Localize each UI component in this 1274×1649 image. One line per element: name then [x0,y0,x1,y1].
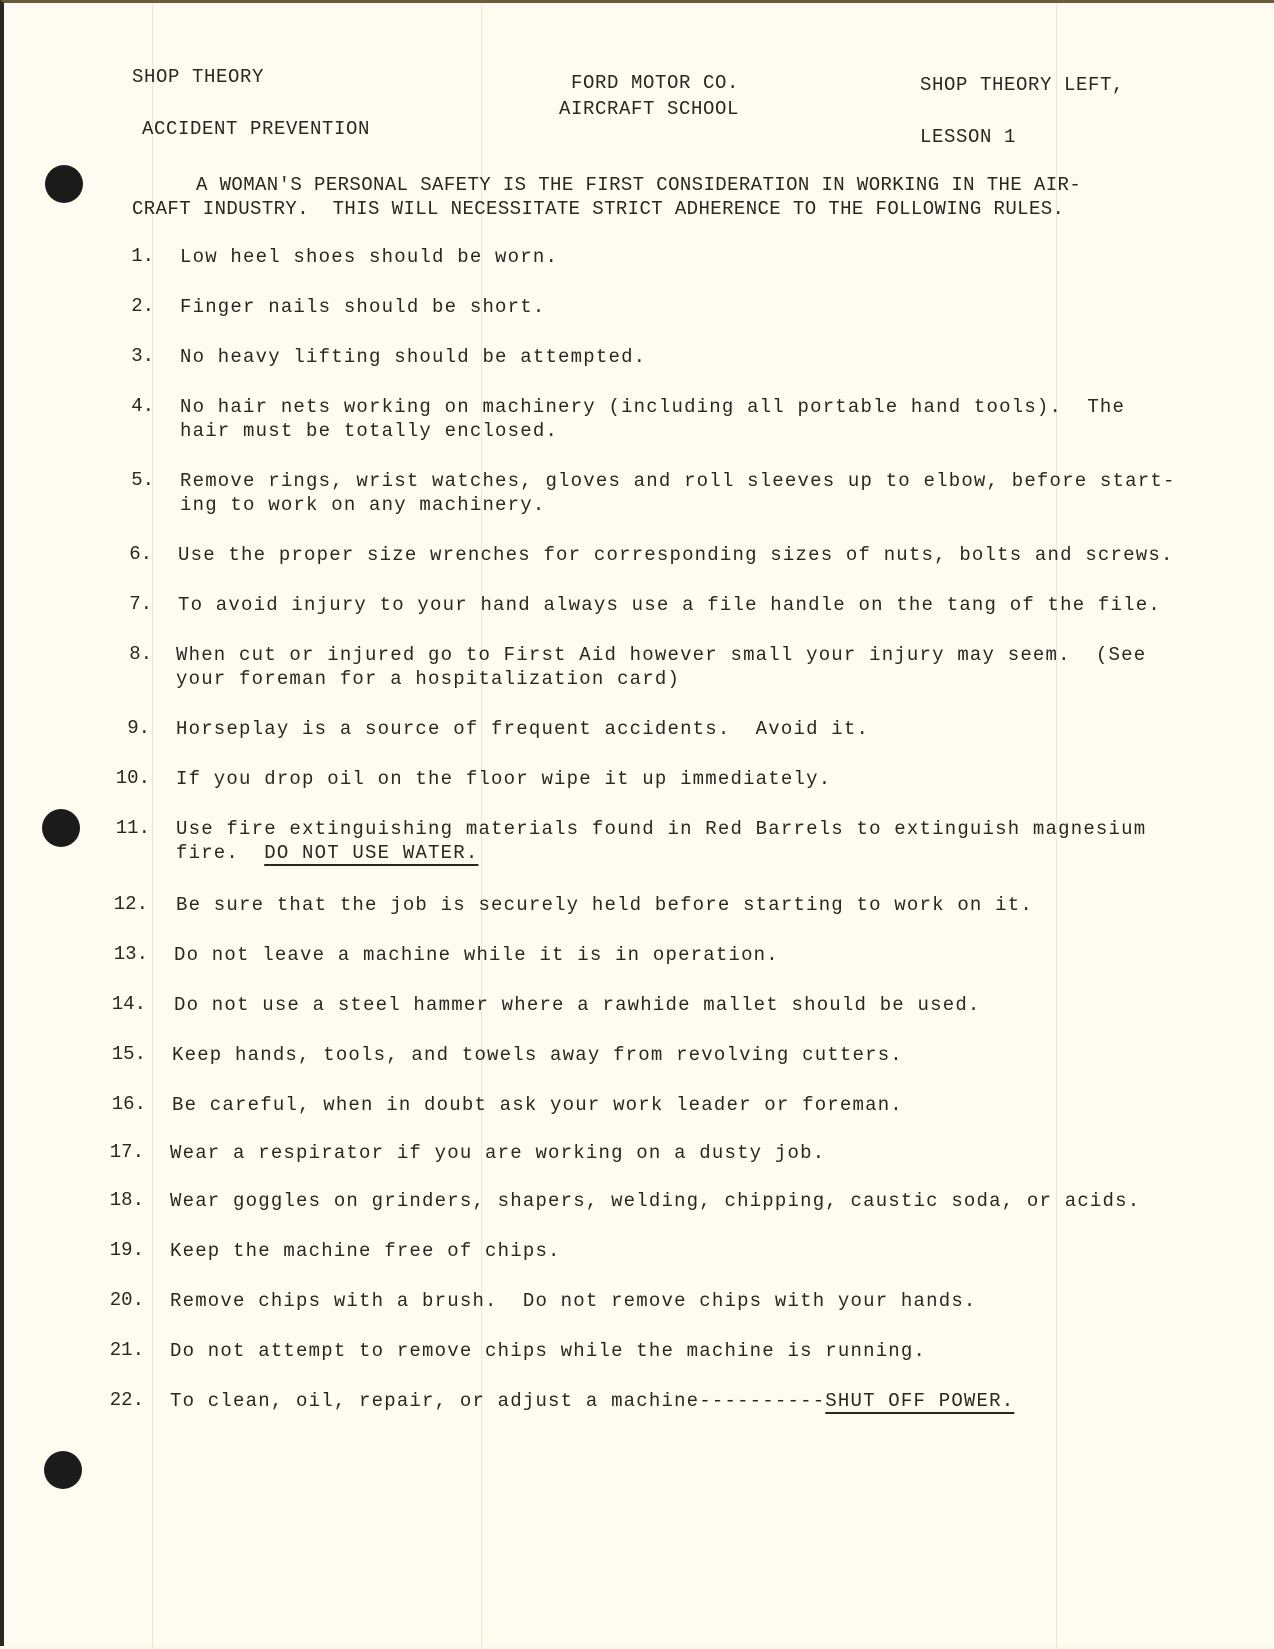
rule-text: Keep the machine free of chips. [170,1240,561,1262]
rule-number: 20. [109,1289,144,1311]
rule-number: 7. [129,593,152,615]
intro-line-2: CRAFT INDUSTRY. THIS WILL NECESSITATE STRICT ADHERENCE TO THE FOLLOWING RULES. [132,198,1065,220]
rule-text: hair must be totally enclosed. [180,420,559,442]
rule-text-with-emphasis [170,1390,1014,1412]
rule-text: Low heel shoes should be worn. [180,246,559,268]
rule-number: 4. [131,395,154,417]
rule-text: To avoid injury to your hand always use a file handle on the tang of the file. [178,594,1161,616]
rule-number: 1. [131,245,154,267]
rule-number: 13. [113,943,148,965]
rule-text: Do not leave a machine while it is in operation. [174,944,779,966]
rule-number: 5. [131,469,154,491]
warning-emphasis: SHUT OFF POWER. [825,1390,1015,1412]
header-lesson: LESSON 1 [920,126,1017,148]
rule-text: Horseplay is a source of frequent accidents. Avoid it. [176,718,870,740]
rule-text: Be sure that the job is securely held before starting to work on it. [176,894,1033,916]
rule-number: 19. [109,1239,144,1261]
rule-number: 11. [115,817,150,839]
rule-text: Keep hands, tools, and towels away from revolving cutters. [172,1044,903,1066]
rule-text: No hair nets working on machinery (including all portable hand tools). The [180,396,1126,418]
rule-text: When cut or injured go to First Aid however small your injury may seem. (See [176,644,1147,666]
rule-text: Remove chips with a brush. Do not remove chips with your hands. [170,1290,977,1312]
rule-number: 14. [111,993,146,1015]
rule-text: To clean, oil, repair, or adjust a machine---------- [170,1390,826,1412]
rule-number: 18. [109,1189,144,1211]
rule-number: 21. [109,1339,144,1361]
rule-text: ing to work on any machinery. [180,494,546,516]
rule-number: 8. [129,643,152,665]
rule-text: Finger nails should be short. [180,296,546,318]
rule-text: If you drop oil on the floor wipe it up immediately. [176,768,832,790]
rule-text: Use the proper size wrenches for corresponding sizes of nuts, bolts and screws. [178,544,1174,566]
rule-text: Do not use a steel hammer where a rawhide mallet should be used. [174,994,981,1016]
rule-number: 16. [111,1093,146,1115]
header-school: AIRCRAFT SCHOOL [559,98,740,120]
rule-number: 17. [109,1141,144,1163]
rule-number: 12. [113,893,148,915]
rule-text: Be careful, when in doubt ask your work leader or foreman. [172,1094,903,1116]
intro-line-1: A WOMAN'S PERSONAL SAFETY IS THE FIRST CONSIDERATION IN WORKING IN THE AIR- [196,174,1082,196]
rule-number: 2. [131,295,154,317]
punch-hole [45,165,83,203]
rule-number: 22. [109,1389,144,1411]
punch-hole [44,1451,82,1489]
rule-number: 15. [111,1043,146,1065]
rule-number: 9. [127,717,150,739]
rule-text: fire. [176,842,265,864]
rule-text-with-emphasis [176,842,478,864]
rule-text: Use fire extinguishing materials found in Red Barrels to extinguish magnesium [176,818,1147,840]
rule-text: Do not attempt to remove chips while the machine is running. [170,1340,927,1362]
header-course: SHOP THEORY [132,66,265,88]
rule-number: 10. [115,767,150,789]
header-course-code: SHOP THEORY LEFT, [920,74,1125,96]
punch-hole [42,809,80,847]
rule-text: your foreman for a hospitalization card) [176,668,681,690]
rule-text: Wear a respirator if you are working on a dusty job. [170,1142,826,1164]
warning-emphasis: DO NOT USE WATER. [264,842,479,864]
header-subject: ACCIDENT PREVENTION [142,118,371,140]
rule-text: Remove rings, wrist watches, gloves and roll sleeves up to elbow, before start- [180,470,1176,492]
header-company: FORD MOTOR CO. [571,72,740,94]
rule-number: 6. [129,543,152,565]
rule-text: No heavy lifting should be attempted. [180,346,647,368]
rule-number: 3. [131,345,154,367]
rule-text: Wear goggles on grinders, shapers, welding, chipping, caustic soda, or acids. [170,1190,1141,1212]
